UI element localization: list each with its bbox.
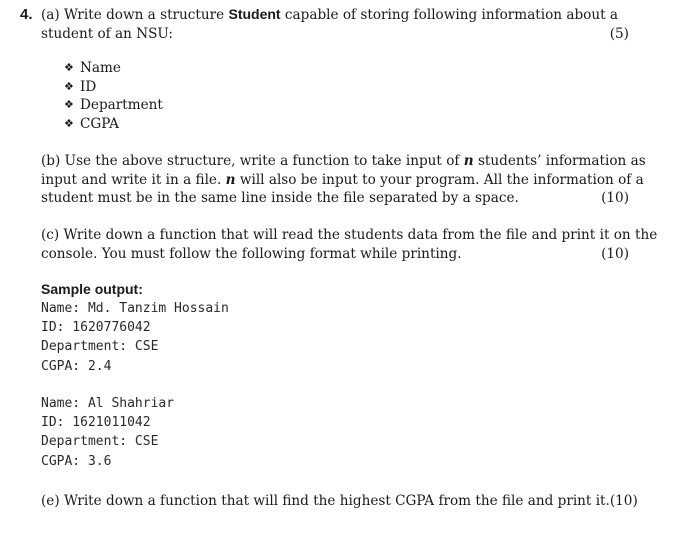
question-number: 4. <box>20 6 33 23</box>
sample-output-block-1 <box>41 299 229 376</box>
part-b <box>41 152 646 208</box>
sample-output-title: Sample output: <box>41 281 143 297</box>
part-c-marks: (10) <box>601 245 629 262</box>
part-b-marks: (10) <box>601 190 629 206</box>
field-list <box>64 59 163 133</box>
part-a-line-2 <box>41 25 629 44</box>
list-item <box>64 96 163 115</box>
part-a-line-1-text <box>41 5 618 25</box>
list-item <box>64 115 163 134</box>
struct-name: Student <box>228 6 281 22</box>
part-a-suffix: capable of storing following information about a <box>280 7 619 23</box>
part-a-prefix: (a) Write down a structure <box>41 7 229 23</box>
output-line: Department: CSE <box>41 434 159 450</box>
output-line: ID: 1621011042 <box>41 415 151 431</box>
part-e-text: (e) Write down a function that will find the highest CGPA from the file and print it. <box>41 493 610 509</box>
diamond-bullet-icon: ❖ <box>64 79 74 93</box>
part-b-line-1 <box>41 152 646 171</box>
part-b-line-2 <box>41 171 644 190</box>
part-b-line-1-a: (b) Use the above structure, write a function to take input of <box>41 153 464 169</box>
part-b-line-1-b: students’ information as <box>473 153 646 169</box>
part-e-line-1 <box>41 492 638 511</box>
part-a-marks: (5) <box>609 25 629 42</box>
field-name: Name <box>80 60 121 76</box>
output-line: ID: 1620776042 <box>41 320 151 336</box>
part-a-line-2-text: student of an NSU: <box>41 25 173 42</box>
part-b-line-3-text: student must be in the same line inside the file separated by a space. <box>41 190 519 206</box>
part-a <box>41 5 629 43</box>
list-item <box>64 59 163 78</box>
diamond-bullet-icon: ❖ <box>64 98 74 111</box>
part-c-line-2 <box>41 245 629 264</box>
output-line: Name: Al Shahriar <box>41 396 175 411</box>
part-c-line-1 <box>41 226 658 245</box>
output-line: CGPA: 2.4 <box>41 358 112 374</box>
part-c-line-1-text: (c) Write down a function that will read the students data from the file and print it on the <box>41 227 658 243</box>
part-c-line-2-text: console. You must follow the following format while printing. <box>41 245 462 262</box>
field-id: ID <box>80 78 97 95</box>
diamond-bullet-icon: ❖ <box>64 116 74 130</box>
part-b-line-2-b: will also be input to your program. All the information of a <box>235 171 644 188</box>
part-b-line-2-a: input and write it in a file. <box>41 171 226 188</box>
part-e <box>41 492 638 511</box>
field-department: Department <box>80 97 163 113</box>
part-a-line-1 <box>41 5 629 25</box>
diamond-bullet-icon: ❖ <box>64 61 74 74</box>
part-b-line-1-text <box>41 152 646 171</box>
field-cgpa: CGPA <box>80 115 119 132</box>
list-item <box>64 78 163 97</box>
output-line: Name: Md. Tanzim Hossain <box>41 301 229 316</box>
sample-output-block-2 <box>41 394 174 471</box>
output-line: Department: CSE <box>41 339 159 355</box>
part-e-marks: (10) <box>609 493 638 509</box>
part-c <box>41 226 658 263</box>
var-n: n <box>225 171 236 188</box>
var-n: n <box>463 153 474 169</box>
part-b-line-3 <box>41 189 629 208</box>
output-line: CGPA: 3.6 <box>41 453 112 469</box>
part-b-line-2-text <box>41 171 644 190</box>
